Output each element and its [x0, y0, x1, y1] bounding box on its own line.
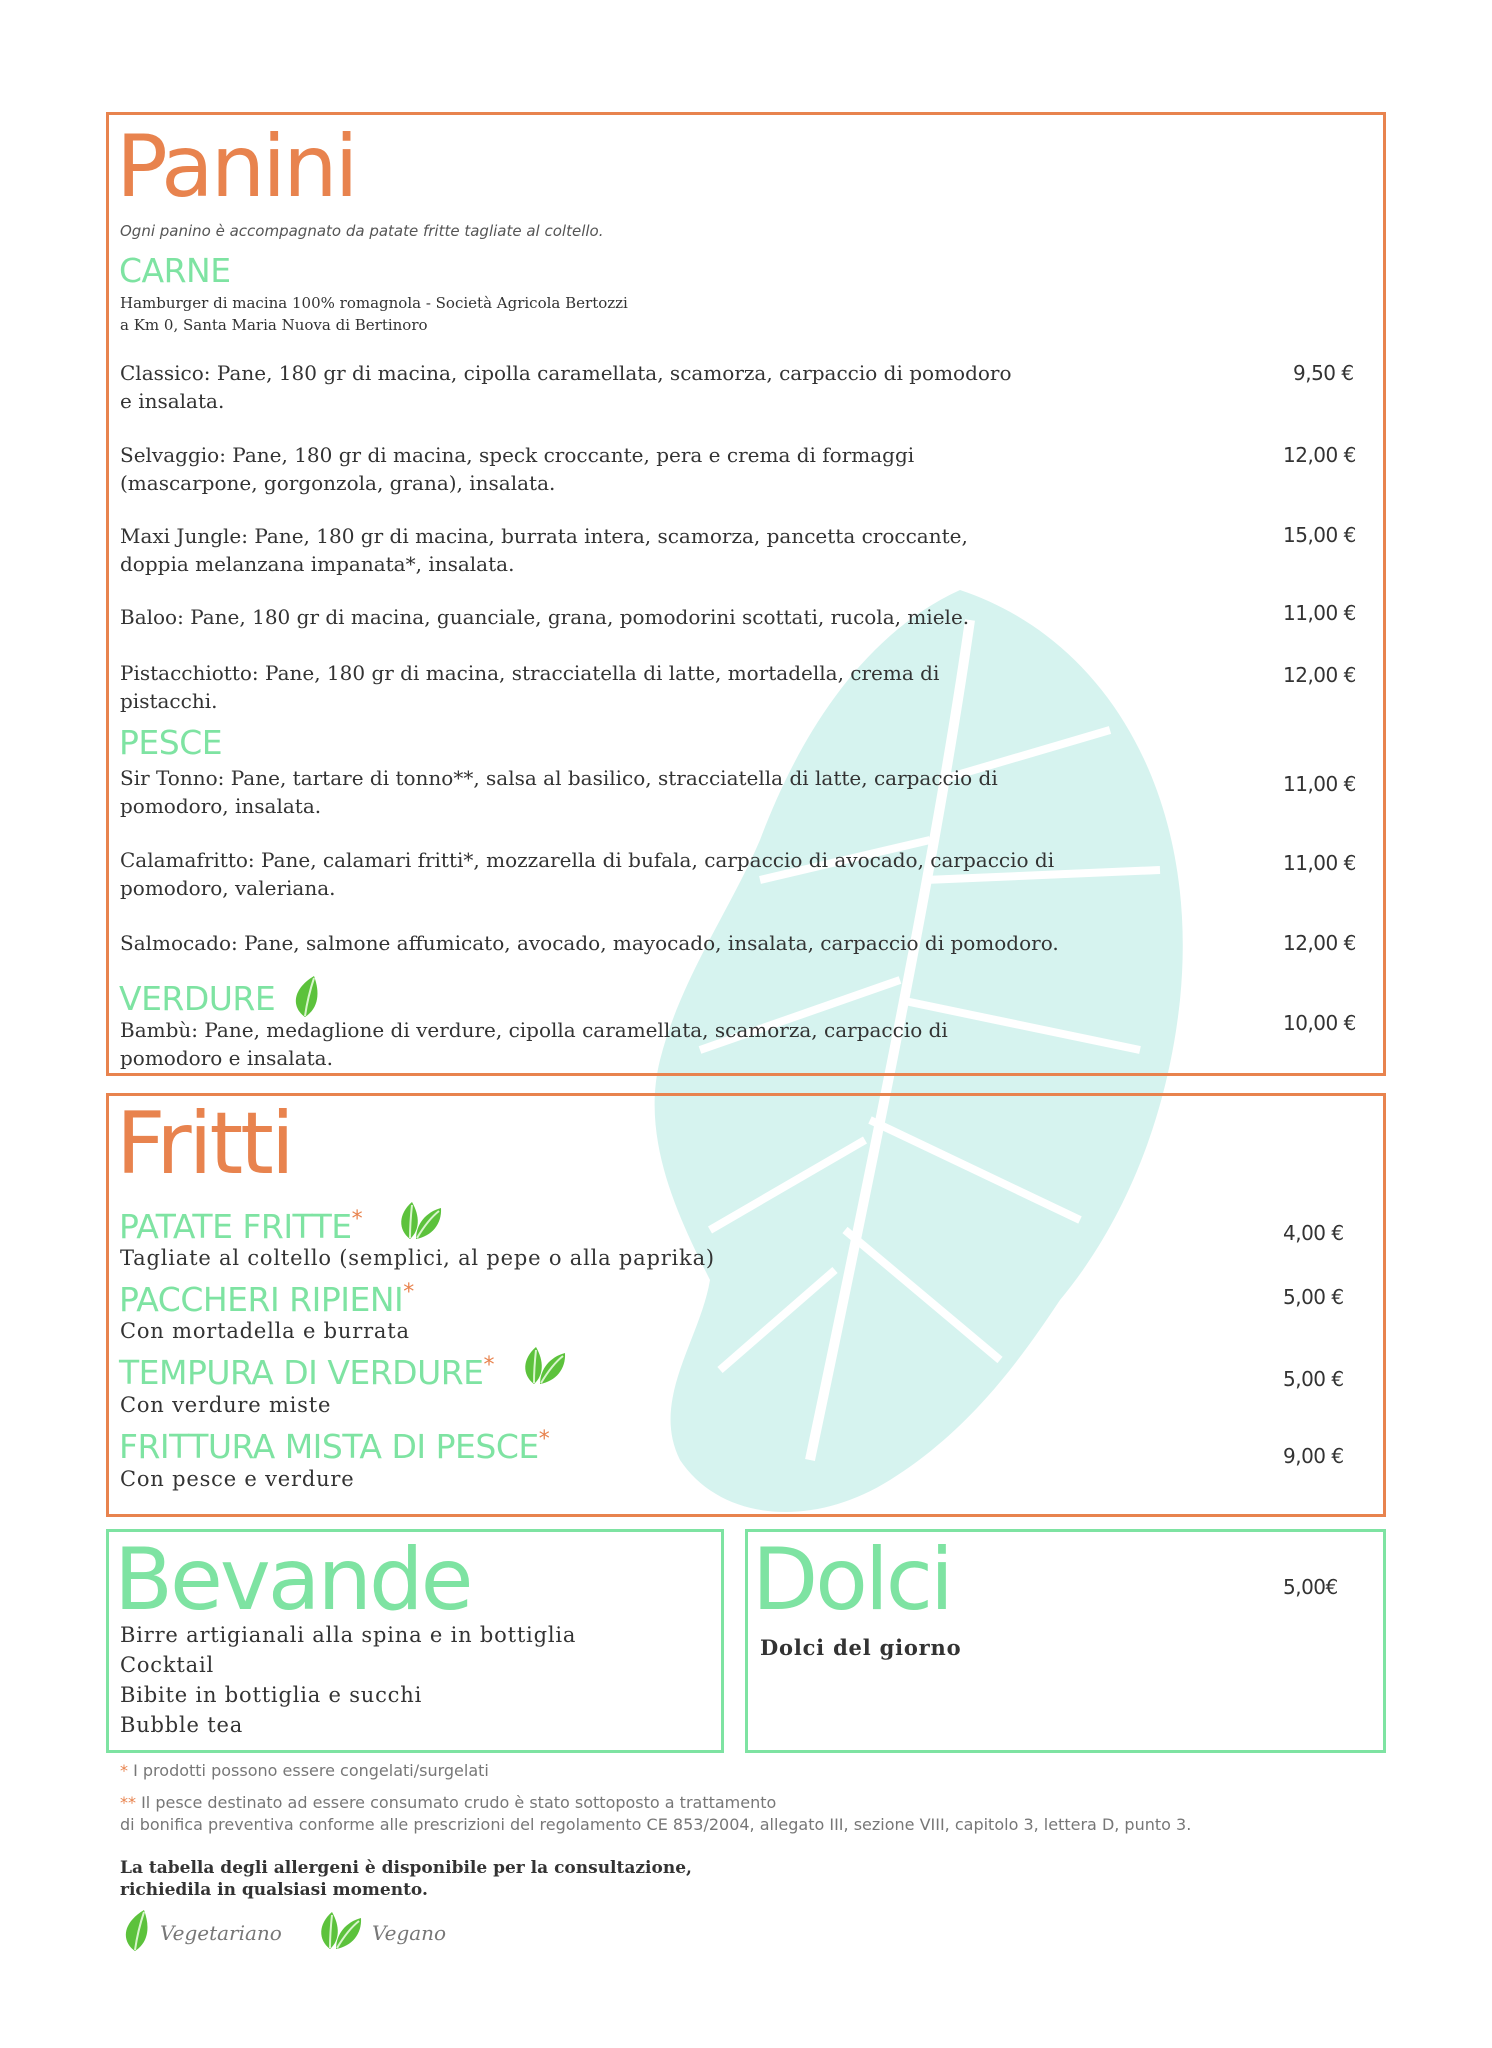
bevande-item: Birre artigianali alla spina e in bottiglia	[120, 1623, 577, 1647]
fritti-item-name: TEMPURA DI VERDURE	[119, 1353, 484, 1392]
price-salmocado: 12,00 €	[1283, 931, 1356, 955]
vegan-leaf-icon	[316, 1910, 362, 1950]
item-desc-line2: pomodoro, insalata.	[120, 794, 322, 818]
fritti-title: Fritti	[116, 1094, 292, 1194]
panini-section	[106, 112, 1386, 1076]
item-desc-line1: Baloo: Pane, 180 gr di macina, guanciale, grana, pomodorini scottati, rucola, miele.	[120, 605, 970, 629]
price-paccheri-ripieni: 5,00 €	[1283, 1285, 1344, 1309]
footnote-text: I prodotti possono essere congelati/surgelati	[128, 1761, 489, 1780]
footnote-mark: **	[120, 1793, 136, 1812]
price-tempura-di-verdure: 5,00 €	[1283, 1367, 1344, 1391]
fritti-item-name: PACCHERI RIPIENI	[119, 1280, 404, 1319]
price-sir-tonno: 11,00 €	[1283, 772, 1356, 796]
fritti-section	[106, 1093, 1386, 1517]
price-patate-fritte: 4,00 €	[1283, 1221, 1344, 1245]
asterisk-mark: *	[538, 1427, 550, 1452]
panini-title: Panini	[116, 117, 356, 217]
item-desc-line1: Bambù: Pane, medaglione di verdure, cipolla caramellata, scamorza, carpaccio di	[120, 1018, 948, 1042]
item-desc-line1: Classico: Pane, 180 gr di macina, cipolla caramellata, scamorza, carpaccio di pomodoro	[120, 361, 1012, 385]
item-desc-line1: Sir Tonno: Pane, tartare di tonno**, salsa al basilico, stracciatella di latte, carpaccio di	[120, 766, 998, 790]
panini-note: Ogni panino è accompagnato da patate fritte tagliate al coltello.	[120, 222, 604, 240]
carne-source-line2: a Km 0, Santa Maria Nuova di Bertinoro	[120, 316, 428, 334]
legend-vegan: Vegano	[372, 1921, 447, 1945]
footnote-text: Il pesce destinato ad essere consumato crudo è stato sottoposto a trattamento	[136, 1793, 777, 1812]
fritti-item-name: FRITTURA MISTA DI PESCE	[119, 1427, 539, 1466]
asterisk-mark: *	[483, 1353, 495, 1378]
price-baloo: 11,00 €	[1283, 601, 1356, 625]
item-desc-line2: pomodoro e insalata.	[120, 1046, 333, 1070]
category-carne: CARNE	[119, 251, 231, 290]
asterisk-mark: *	[403, 1280, 414, 1305]
bevande-title: Bevande	[114, 1530, 471, 1630]
allergen-line2: richiedila in qualsiasi momento.	[120, 1880, 428, 1900]
bevande-item: Bubble tea	[120, 1713, 244, 1737]
fritti-desc-frittura-mista-di-pesce: Con pesce e verdure	[120, 1467, 355, 1491]
item-desc-line1: Pistacchiotto: Pane, 180 gr di macina, stracciatella di latte, mortadella, crema di	[120, 661, 940, 685]
bevande-item: Bibite in bottiglia e succhi	[120, 1683, 423, 1707]
item-desc-line1: Calamafritto: Pane, calamari fritti*, mozzarella di bufala, carpaccio di avocado, carpaccio di	[120, 848, 1055, 872]
category-pesce: PESCE	[119, 723, 223, 762]
allergen-notice	[120, 1857, 692, 1901]
fritti-item-name: PATATE FRITTE	[119, 1207, 352, 1246]
item-desc-line1: Maxi Jungle: Pane, 180 gr di macina, burrata intera, scamorza, pancetta croccante,	[120, 524, 968, 548]
allergen-line1: La tabella degli allergeni è disponibile per la consultazione,	[120, 1858, 692, 1878]
bevande-section	[106, 1529, 724, 1753]
item-desc-line1: Selvaggio: Pane, 180 gr di macina, speck croccante, pera e crema di formaggi	[120, 443, 915, 467]
carne-source-line1: Hamburger di macina 100% romagnola - Società Agricola Bertozzi	[120, 294, 628, 312]
footnote-frozen	[120, 1760, 489, 1782]
item-desc-line2: pomodoro, valeriana.	[120, 876, 336, 900]
footnote-mark: *	[120, 1761, 128, 1780]
price-dolci: 5,00€	[1283, 1575, 1338, 1599]
item-desc-line2: doppia melanzana impanata*, insalata.	[120, 552, 515, 576]
price-selvaggio: 12,00 €	[1283, 443, 1356, 467]
fritti-desc-tempura-di-verdure: Con verdure miste	[120, 1393, 332, 1417]
vegetarian-leaf-icon	[120, 1908, 150, 1952]
fritti-desc-paccheri-ripieni: Con mortadella e burrata	[120, 1319, 410, 1343]
category-verdure: VERDURE	[119, 979, 276, 1018]
dolci-title: Dolci	[752, 1530, 951, 1630]
asterisk-mark: *	[351, 1207, 363, 1232]
price-maxi-jungle: 15,00 €	[1283, 523, 1356, 547]
price-classico: 9,50 €	[1293, 361, 1354, 385]
legend-vegetarian: Vegetariano	[160, 1921, 282, 1945]
item-desc-line1: Salmocado: Pane, salmone affumicato, avocado, mayocado, insalata, carpaccio di pomodoro.	[120, 931, 1059, 955]
dolci-desc: Dolci del giorno	[760, 1635, 962, 1660]
footnote-raw-fish	[120, 1792, 1191, 1836]
dolci-section	[745, 1529, 1386, 1753]
price-calamafritto: 11,00 €	[1283, 851, 1356, 875]
bevande-item: Cocktail	[120, 1653, 214, 1677]
price-bambu: 10,00 €	[1283, 1011, 1356, 1035]
item-desc-line2: (mascarpone, gorgonzola, grana), insalata.	[120, 471, 556, 495]
price-pistacchiotto: 12,00 €	[1283, 663, 1356, 687]
fritti-desc-patate-fritte: Tagliate al coltello (semplici, al pepe o alla paprika)	[120, 1246, 715, 1270]
item-desc-line2: e insalata.	[120, 389, 225, 413]
footnote-text: di bonifica preventiva conforme alle prescrizioni del regolamento CE 853/2004, allegato III, sezione VIII, capitolo 3, lettera D, punto 3.	[120, 1815, 1192, 1834]
item-desc-line2: pistacchi.	[120, 689, 218, 713]
price-frittura-mista-di-pesce: 9,00 €	[1283, 1444, 1344, 1468]
